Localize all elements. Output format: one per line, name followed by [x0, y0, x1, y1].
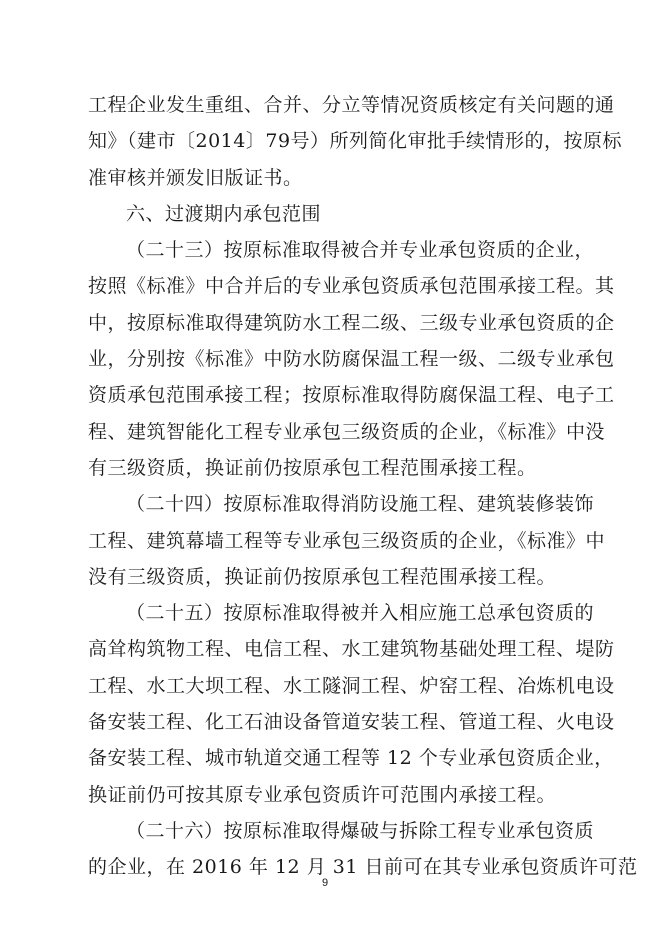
text-line: 按照《标准》中合并后的专业承包资质承包范围承接工程。其 [88, 275, 615, 298]
section-heading: 六、过渡期内承包范围 [126, 202, 322, 225]
text-line: 工程、建筑幕墙工程等专业承包三级资质的企业，《标准》中 [88, 529, 606, 552]
text-line: 换证前仍可按其原专业承包资质许可范围内承接工程。 [88, 783, 557, 806]
text-line: 备安装工程、城市轨道交通工程等 12 个专业承包资质企业， [88, 747, 614, 770]
text-line: 业，分别按《标准》中防水防腐保温工程一级、二级专业承包 [88, 348, 615, 371]
text-line: 准审核并颁发旧版证书。 [88, 166, 303, 189]
text-line: 中，按原标准取得建筑防水工程二级、三级专业承包资质的企 [88, 311, 615, 334]
page-number: 9 [321, 877, 329, 889]
text-line: 资质承包范围承接工程；按原标准取得防腐保温工程、电子工 [88, 384, 615, 407]
text-line: 没有三级资质，换证前仍按原承包工程范围承接工程。 [88, 565, 557, 588]
text-line: （二十四）按原标准取得消防设施工程、建筑装修装饰 [126, 493, 595, 516]
text-line: 程、建筑智能化工程专业承包三级资质的企业，《标准》中没 [88, 420, 606, 443]
text-line: （二十三）按原标准取得被合并专业承包资质的企业， [126, 239, 595, 262]
text-line: 工程、水工大坝工程、水工隧洞工程、炉窑工程、冶炼机电设 [88, 674, 615, 697]
text-line: （二十五）按原标准取得被并入相应施工总承包资质的 [126, 602, 595, 625]
text-line: （二十六）按原标准取得爆破与拆除工程专业承包资质 [126, 819, 595, 842]
text-line: 的企业，在 2016 年 12 月 31 日前可在其专业承包资质许可范 [88, 856, 638, 879]
text-line: 高耸构筑物工程、电信工程、水工建筑物基础处理工程、堤防 [88, 638, 615, 661]
text-line: 有三级资质，换证前仍按原承包工程范围承接工程。 [88, 456, 537, 479]
text-line: 知》（建市〔2014〕79号）所列简化审批手续情形的，按原标 [88, 130, 623, 153]
text-line: 工程企业发生重组、合并、分立等情况资质核定有关问题的通 [88, 94, 615, 116]
body-text [88, 87, 638, 886]
text-line: 备安装工程、化工石油设备管道安装工程、管道工程、火电设 [88, 711, 615, 734]
